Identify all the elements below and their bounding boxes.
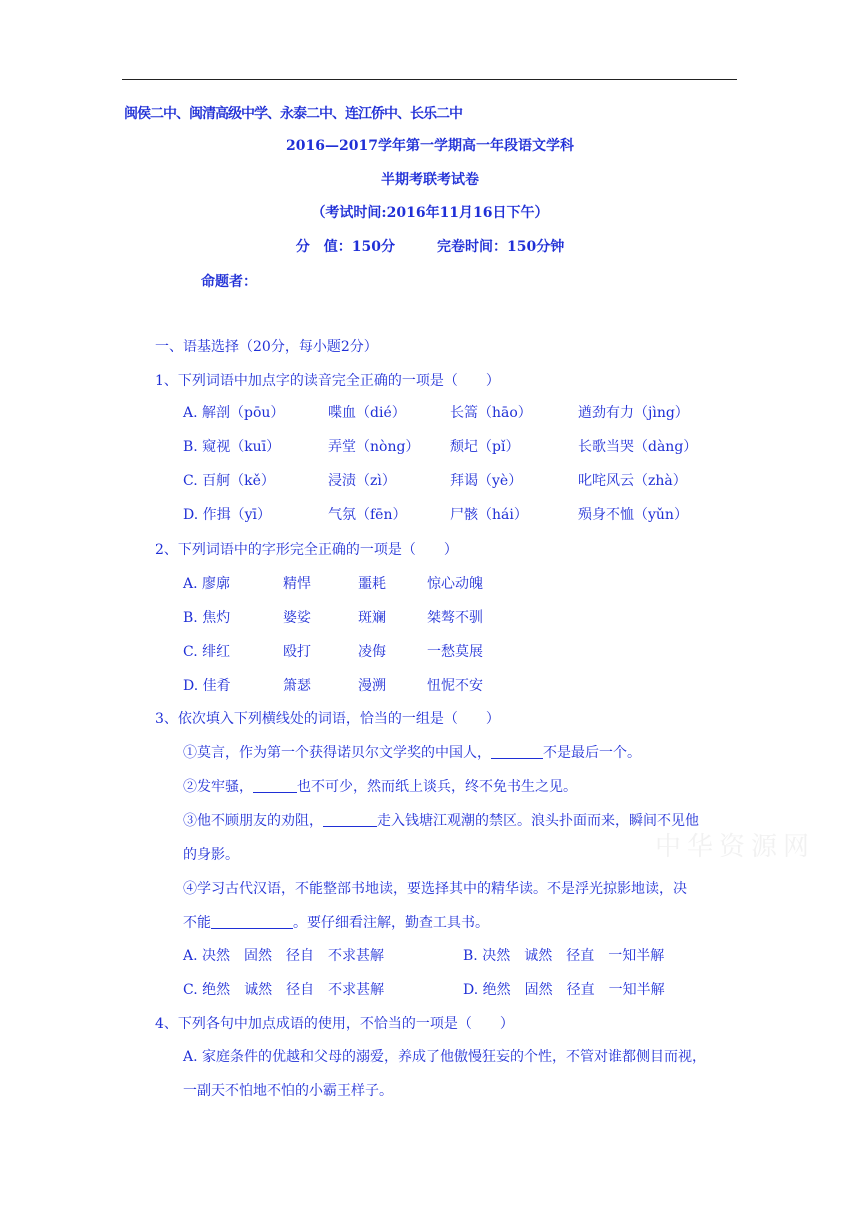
q2-D-1: D. 佳肴 — [183, 678, 231, 694]
q1-A-1: A. 解剖（pōu） — [183, 405, 285, 421]
q2-C-1: C. 绯红 — [183, 644, 231, 660]
q2-B-3: 斑斓 — [358, 610, 386, 626]
q1-B-3: 颓圮（pǐ） — [450, 439, 520, 455]
q2-C-4: 一愁莫展 — [427, 644, 483, 660]
q1-C-3: 拜谒（yè） — [450, 473, 523, 489]
q2-B-2: 婆娑 — [283, 610, 311, 626]
q1-C-4: 叱咤风云（zhà） — [578, 473, 687, 489]
q2-A-3: 噩耗 — [358, 576, 386, 592]
q2-A-1: A. 廖廓 — [183, 576, 231, 592]
exam-title: 2016—2017学年第一学期高一年段语文学科 — [286, 138, 574, 154]
q1-A-2: 喋血（dié） — [328, 405, 406, 421]
q3-blank-3 — [323, 812, 377, 827]
q1-D-3: 尸骸（hái） — [450, 507, 528, 523]
q3-sentence-4-cont — [183, 913, 489, 933]
q2-A-2: 精悍 — [283, 576, 311, 592]
q3-s2-text-b: 也不可少，然而纸上谈兵，终不免书生之见。 — [297, 779, 577, 795]
q3-blank-2 — [253, 778, 297, 793]
q2-D-2: 箫瑟 — [283, 678, 311, 694]
q3-sentence-2 — [183, 777, 577, 797]
q3-s1-text-a: ①莫言，作为第一个获得诺贝尔文学奖的中国人， — [183, 745, 491, 761]
q1-A-4: 遒劲有力（jìng） — [578, 405, 689, 421]
q1-D-1: D. 作揖（yī） — [183, 507, 272, 523]
q1-D-2: 气氛（fēn） — [328, 507, 407, 523]
q3-s2-text-a: ②发牢骚， — [183, 779, 253, 795]
q3-option-D: D. 绝然 固然 径直 一知半解 — [463, 982, 665, 998]
header-rule — [122, 79, 737, 80]
q2-B-4: 桀骜不驯 — [427, 610, 483, 626]
q2-A-4: 惊心动魄 — [427, 576, 483, 592]
q3-option-C: C. 绝然 诚然 径自 不求甚解 — [183, 982, 385, 998]
q1-B-2: 弄堂（nòng） — [328, 439, 420, 455]
q1-B-1: B. 窥视（kuī） — [183, 439, 281, 455]
watermark: 中华资源网 — [655, 832, 816, 862]
q3-s3-text-b: 走入钱塘江观潮的禁区。浪头扑面而来，瞬间不见他 — [377, 813, 699, 829]
q1-C-2: 浸渍（zì） — [328, 473, 396, 489]
q2-C-2: 殴打 — [283, 644, 311, 660]
q1-A-3: 长篙（hāo） — [450, 405, 532, 421]
q2-B-1: B. 焦灼 — [183, 610, 231, 626]
section-heading: 一、语基选择（20分，每小题2分） — [155, 339, 378, 355]
q3-sentence-1 — [183, 743, 641, 763]
q3-sentence-4: ④学习古代汉语，不能整部书地读，要选择其中的精华读。不是浮光掠影地读，决 — [183, 881, 687, 897]
q3-blank-4 — [211, 914, 293, 929]
q2-stem: 2、下列词语中的字形完全正确的一项是（ ） — [155, 542, 458, 558]
q4-option-A: A. 家庭条件的优越和父母的溺爱，养成了他傲慢狂妄的个性，不管对谁都侧目而视， — [183, 1049, 707, 1065]
q3-sentence-3 — [183, 811, 699, 831]
q1-B-4: 长歌当哭（dàng） — [578, 439, 698, 455]
q4-option-A-cont: 一副天不怕地不怕的小霸王样子。 — [183, 1083, 393, 1099]
q1-D-4: 殒身不恤（yǔn） — [578, 507, 688, 523]
exam-time: （考试时间:2016年11月16日下午） — [311, 205, 549, 221]
q3-s4-text-b: 不能 — [183, 915, 211, 931]
score-line: 分 值：150分 完卷时间：150分钟 — [295, 239, 565, 255]
q3-s3-text-a: ③他不顾朋友的劝阻， — [183, 813, 323, 829]
q1-C-1: C. 百舸（kě） — [183, 473, 275, 489]
q3-s4-text-c: 。要仔细看注解，勤查工具书。 — [293, 915, 489, 931]
q2-C-3: 凌侮 — [358, 644, 386, 660]
schools-line: 闽侯二中、闽清高级中学、永泰二中、连江侨中、长乐二中 — [124, 106, 462, 122]
author-label: 命题者： — [201, 274, 257, 290]
q3-option-B: B. 决然 诚然 径直 一知半解 — [463, 948, 665, 964]
q4-stem: 4、下列各句中加点成语的使用，不恰当的一项是（ ） — [155, 1016, 514, 1032]
q3-blank-1 — [491, 744, 543, 759]
q3-sentence-3-cont: 的身影。 — [183, 847, 239, 863]
exam-subtitle: 半期考联考试卷 — [381, 172, 479, 188]
q1-stem: 1、下列词语中加点字的读音完全正确的一项是（ ） — [155, 373, 500, 389]
q3-s1-text-b: 不是最后一个。 — [543, 745, 641, 761]
q2-D-4: 忸怩不安 — [427, 678, 483, 694]
q3-stem: 3、依次填入下列横线处的词语，恰当的一组是（ ） — [155, 711, 500, 727]
q3-option-A: A. 决然 固然 径自 不求甚解 — [183, 948, 385, 964]
q2-D-3: 漫溯 — [358, 678, 386, 694]
